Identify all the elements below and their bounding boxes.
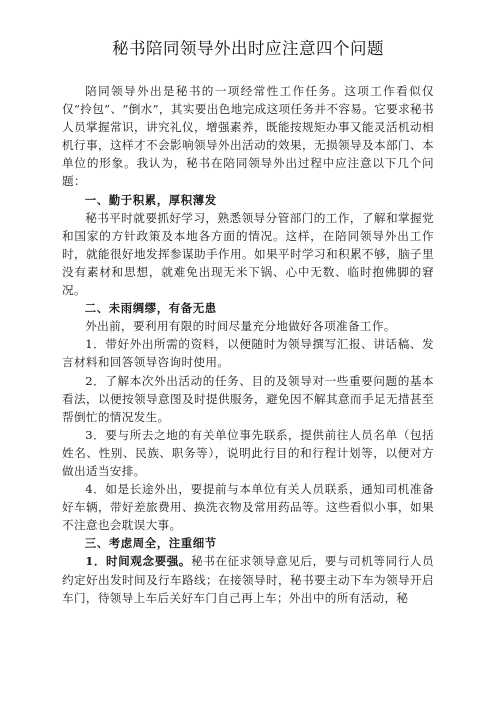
paragraph: 秘书平时就要抓好学习，熟悉领导分管部门的工作，了解和掌握党和国家的方针政策及本地各方面的情况。这样，在陪同领导外出工作时，就能很好地发挥参谋助手作用。如果平时学习和积累不够，脑子里没有素材和思想，就难免出现无米下锅、心中无数、临时抱佛脚的窘况。 [62,210,434,298]
list-item-lead: 1．时间观念要强。 [85,554,192,569]
paragraph: 外出前，要利用有限的时间尽量充分地做好各项准备工作。 [85,319,396,334]
list-item [62,552,434,606]
document-title: 秘书陪同领导外出时应注意四个问题 [112,39,384,58]
list-item: 4．如是长途外出，要提前与本单位有关人员联系，通知司机准备好车辆，带好差旅费用、换洗衣物及常用药品等。这些看似小事，如果不注意也会耽误大事。 [62,482,434,533]
list-item: 2．了解本次外出活动的任务、目的及领导对一些重要问题的基本看法，以便按领导意图及时提供服务，避免因不解其意而手足无措甚至帮倒忙的情况发生。 [62,373,434,424]
list-item: 1．带好外出所需的资料，以便随时为领导撰写汇报、讲话稿、发言材料和回答领导咨询时使用。 [62,337,434,370]
paragraph-intro: 陪同领导外出是秘书的一项经常性工作任务。这项工作看似仅仅“拎包”、“倒水”，其实要出色地完成这项任务并不容易。它要求秘书人员掌握常识，讲究礼仪，增强素养，既能按规矩办事又能灵活机动相机行事，这样才不会影响领导外出活动的效果，无损领导及本部门、本单位的形象。我认为，秘书在陪同领导外出过程中应注意以下几个问题： [62,84,434,189]
list-item-text: 秘书在征求领导意见后，要与司机等同行人员约定好出发时间及行车路线；在接领导时，秘书要主动下车为领导开启车门，待领导上车后关好车门自己再上车；外出中的所有活动，秘 [62,554,434,605]
list-item: 3．要与所去之地的有关单位事先联系，提供前往人员名单（包括姓名、性别、民族、职务等），说明此行目的和行程计划等，以便对方做出适当安排。 [62,427,434,478]
section-heading-2: 二、未雨绸缪，有备无患 [84,301,217,316]
section-heading-1: 一、勤于积累，厚积薄发 [84,192,217,207]
document-body [62,82,434,607]
section-heading-3: 三、考虑周全，注重细节 [84,536,217,551]
